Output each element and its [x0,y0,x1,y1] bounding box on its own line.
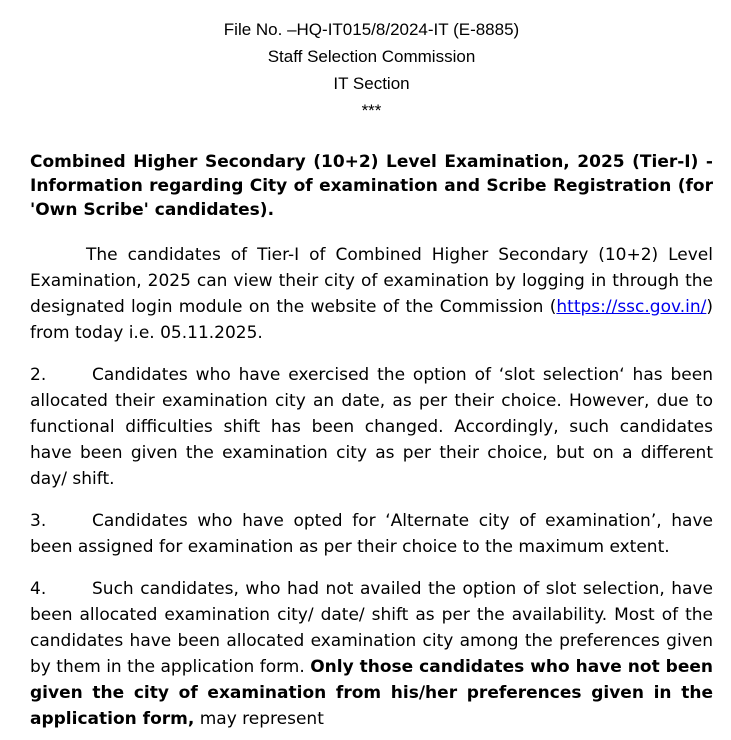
paragraph-3-text: Candidates who have opted for ‘Alternate city of examination’, have been assigned for examination as per their choice to the maximum extent. [30,511,713,557]
ssc-website-link[interactable]: https://ssc.gov.in/ [556,297,707,317]
paragraph-3 [30,508,713,560]
paragraph-4-text-bold: Only those candidates who have not been given the city of examination from his/her preferences given in the application form, [30,657,713,729]
separator-stars: *** [361,101,382,120]
paragraph-3-number: 3. [30,511,47,531]
paragraph-2 [30,362,713,492]
paragraph-1 [30,242,713,346]
organization-name: Staff Selection Commission [267,47,476,66]
paragraph-1-text-before-link: The candidates of Tier-I of Combined Higher Secondary (10+2) Level Examination, 2025 can view their city of examination by logging in through the designated login module on the website of the Commission ( [30,245,713,317]
paragraph-4-text-normal-2: may represent [194,709,324,729]
paragraph-1-text-after-link: ) from today i.e. 05.11.2025. [30,297,713,343]
paragraph-4-number: 4. [30,579,47,599]
paragraph-4 [30,576,713,732]
subject-title: Combined Higher Secondary (10+2) Level Examination, 2025 (Tier-I) - Information regarding City of examination and Scribe Registration (for 'Own Scribe' candidates). [30,152,713,220]
file-number: File No. –HQ-IT015/8/2024-IT (E-8885) [223,20,520,39]
paragraph-2-text: Candidates who have exercised the option of ‘slot selection‘ has been allocated their examination city an date, as per their choice. However, due to functional difficulties shift has been changed. Accordingly, such candidates have been given the examination city as per their choice, but on a different day/ shift. [30,365,713,489]
paragraph-2-number: 2. [30,365,47,385]
document-header [30,16,713,124]
paragraph-4-text-normal-1: Such candidates, who had not availed the option of slot selection, have been allocated examination city/ date/ shift as per the availability. Most of the candidates have been allocated examination city among the preferences given by them in the application form. [30,579,713,677]
section-name: IT Section [333,74,410,93]
